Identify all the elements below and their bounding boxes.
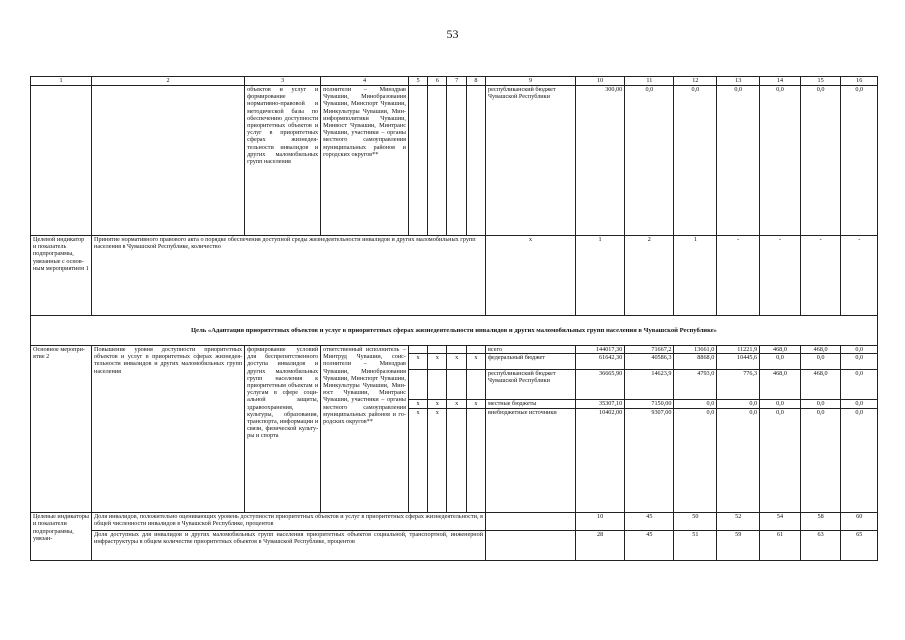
indicator-row <box>31 513 878 531</box>
cell-value: 468,0 <box>800 346 841 354</box>
page-number: 53 <box>446 27 459 41</box>
cell-value: 52 <box>717 513 760 531</box>
col-header: 8 <box>466 77 485 86</box>
col-header: 16 <box>841 77 878 86</box>
cell-value: 10 <box>575 513 624 531</box>
cell-value: - <box>717 236 760 316</box>
cell <box>447 86 466 236</box>
cell-value: 0,0 <box>800 400 841 409</box>
cell-value: 0,0 <box>841 409 878 513</box>
cell-code <box>408 370 427 400</box>
cell-code: x <box>428 400 447 409</box>
cell-source: федеральный бюджет <box>486 354 576 370</box>
cell-value: 0,0 <box>841 370 878 400</box>
cell-value: 0,0 <box>841 400 878 409</box>
cell-code <box>447 346 466 354</box>
cell-value: 2 <box>625 236 674 316</box>
cell-indicator-text: Доля инвалидов, положительно оценивающих уровень доступности приоритетных объектов и услуг в приоритетных сферах жизнедеятельности, в общей численности инвалидов в Чувашской Республике, процентов <box>92 513 486 531</box>
col-header: 13 <box>717 77 760 86</box>
cell <box>408 86 427 236</box>
col-header: 6 <box>428 77 447 86</box>
cell-value: 0,0 <box>760 409 801 513</box>
col-header: 5 <box>408 77 427 86</box>
col-header: 3 <box>245 77 321 86</box>
cell-value: 1 <box>674 236 717 316</box>
cell-value: 0,0 <box>674 400 717 409</box>
cell-value: 300,00 <box>575 86 624 236</box>
cell-value: 58 <box>800 513 841 531</box>
cell-value: 35307,10 <box>575 400 624 409</box>
cell-value: 0,0 <box>760 400 801 409</box>
cell-value: 51 <box>674 531 717 561</box>
cell-value: 468,0 <box>800 370 841 400</box>
cell-code: x <box>408 400 427 409</box>
cell-result: формирование условий для беспрепятственного доступа инвалидов и других маломобильных групп населения к приоритетным объектам и услугам в сфере социальной защиты, здравоохранения, культуры, образования, транспорта, информации и связи, физической культуры и спорта <box>245 346 321 513</box>
cell-value: 0,0 <box>625 86 674 236</box>
cell-value: 0,0 <box>674 86 717 236</box>
cell-value: 776,3 <box>717 370 760 400</box>
col-header: 10 <box>575 77 624 86</box>
cell-value: 0,0 <box>841 86 878 236</box>
cell-value: 0,0 <box>800 86 841 236</box>
cell-value: 65 <box>841 531 878 561</box>
col-header: 14 <box>760 77 801 86</box>
cell-code <box>428 346 447 354</box>
cell-value: 50 <box>674 513 717 531</box>
cell-value: 61 <box>760 531 801 561</box>
cell-value: 0,0 <box>800 409 841 513</box>
cell-executors: ответственный исполнитель – Минтруд Чувашии, соисполнители – Минздрав Чувашии, Минобразования Чувашии, Минспорт Чувашии, Минкультуры Чувашии, Минюст Чувашии, Минтранс Чувашии, участники – органы местного самоуправления муниципальных районов и городских округов** <box>321 346 409 513</box>
cell-value: 13661,0 <box>674 346 717 354</box>
cell-source: внебюджетные источники <box>486 409 576 513</box>
cell-value: 4793,0 <box>674 370 717 400</box>
cell-value: 144017,30 <box>575 346 624 354</box>
goal-row <box>31 316 878 346</box>
cell-value: 0,0 <box>760 354 801 370</box>
col-header: 11 <box>625 77 674 86</box>
indicator-row <box>31 531 878 561</box>
cell-code: x <box>408 409 427 513</box>
cell-value: 71667,2 <box>625 346 674 354</box>
cell-activity-text: Повышение уровня доступности приоритетных объектов и услуг в приоритетных сферах жизнедеятельности инвалидов и других маломобильных групп населения <box>92 346 245 513</box>
cell-code <box>466 346 485 354</box>
indicator-row <box>31 236 878 316</box>
cell-value: 0,0 <box>674 409 717 513</box>
cell-value: 59 <box>717 531 760 561</box>
cell-value: 0,0 <box>717 86 760 236</box>
cell-source: всего <box>486 346 576 354</box>
cell-value: 36665,90 <box>575 370 624 400</box>
cell-value: 45 <box>625 531 674 561</box>
cell-code <box>466 409 485 513</box>
cell-value: 60 <box>841 513 878 531</box>
cell-source: республиканский бюджет Чувашской Республики <box>486 370 576 400</box>
cell-value: 468,0 <box>760 346 801 354</box>
cell-value: 40586,3 <box>625 354 674 370</box>
cell-code <box>447 370 466 400</box>
cell-source <box>486 531 576 561</box>
continued-row <box>31 86 878 236</box>
cell-value: 61642,30 <box>575 354 624 370</box>
cell <box>428 86 447 236</box>
col-header: 1 <box>31 77 92 86</box>
cell-value: 1 <box>575 236 624 316</box>
cell-value: 7150,00 <box>625 400 674 409</box>
cell-value: 14623,9 <box>625 370 674 400</box>
cell-value: 0,0 <box>760 86 801 236</box>
cell-code <box>428 370 447 400</box>
cell-code: x <box>428 354 447 370</box>
cell-value: 8868,0 <box>674 354 717 370</box>
cell-source <box>486 513 576 531</box>
cell-value: 0,0 <box>841 354 878 370</box>
cell-value: 0,0 <box>800 354 841 370</box>
col-header: 12 <box>674 77 717 86</box>
cell-source: x <box>486 236 576 316</box>
cell-value: - <box>841 236 878 316</box>
cell-indicator-text: Принятие нормативного правового акта о порядке обеспечения доступной среды жизнедеятельности инвалидов и других маломобильных групп населения в Чувашской Республике, количество <box>92 236 486 316</box>
cell-code <box>466 370 485 400</box>
cell <box>92 86 245 236</box>
goal-title: Цель «Адаптация приоритетных объектов и услуг в приоритетных сферах жизнедеятельности инвалидов и других маломобильных групп населения в Чувашской Республике» <box>31 316 878 346</box>
cell-value: 10402,00 <box>575 409 624 513</box>
cell-value: - <box>800 236 841 316</box>
header-row <box>31 77 878 86</box>
cell-value: 28 <box>575 531 624 561</box>
col-header: 2 <box>92 77 245 86</box>
cell-code: x <box>428 409 447 513</box>
col-header: 9 <box>486 77 576 86</box>
cell-code <box>447 409 466 513</box>
cell-value: 0,0 <box>717 409 760 513</box>
cell-code <box>408 346 427 354</box>
cell-code: x <box>408 354 427 370</box>
col-header: 4 <box>321 77 409 86</box>
cell-value: 54 <box>760 513 801 531</box>
cell-indicator-text: Доля доступных для инвалидов и других маломобильных групп населения приоритетных объектов социальной, транспортной, инженерной инфраструктуры в общем количестве приоритетных объектов в Чувашской Республике, процентов <box>92 531 486 561</box>
cell-value: 0,0 <box>717 400 760 409</box>
cell-value: 468,0 <box>760 370 801 400</box>
cell-code: x <box>447 400 466 409</box>
cell-activity-label: Основное мероприятие 2 <box>31 346 92 513</box>
cell-value: 0,0 <box>841 346 878 354</box>
cell-executors: полнители – Минздрав Чувашии, Минобразования Чувашии, Минспорт Чувашии, Минкультуры Чувашии, Мининформполитики Чувашии, Минвост Чувашии, Минтранс Чувашии, участники – органы местного самоуправления муниципальных районов и городских округов** <box>321 86 409 236</box>
cell <box>466 86 485 236</box>
col-header: 7 <box>447 77 466 86</box>
cell <box>31 86 92 236</box>
cell-value: 9307,00 <box>625 409 674 513</box>
cell-source: местные бюджеты <box>486 400 576 409</box>
cell-result: объектов и услуг и формирование нормативно-правовой и методической базы по обеспечению доступности приоритетных объектов и услуг в приоритетных сферах жизнедеятельности инвалидов и других маломобильных групп населения <box>245 86 321 236</box>
cell-source: республиканский бюджет Чувашской Республики <box>486 86 576 236</box>
cell-indicator-label: Целевой индикатор и показатель подпрограммы, увязанные с основным мероприятием 1 <box>31 236 92 316</box>
program-table <box>30 76 878 561</box>
cell-indicator-label: Целевые индикаторы и показатели подпрограммы, увязан- <box>31 513 92 561</box>
cell-value: - <box>760 236 801 316</box>
cell-value: 11221,9 <box>717 346 760 354</box>
cell-code: x <box>466 354 485 370</box>
cell-code: x <box>466 400 485 409</box>
cell-value: 63 <box>800 531 841 561</box>
fin-row <box>31 346 878 354</box>
cell-value: 45 <box>625 513 674 531</box>
cell-code: x <box>447 354 466 370</box>
col-header: 15 <box>800 77 841 86</box>
cell-value: 10445,6 <box>717 354 760 370</box>
